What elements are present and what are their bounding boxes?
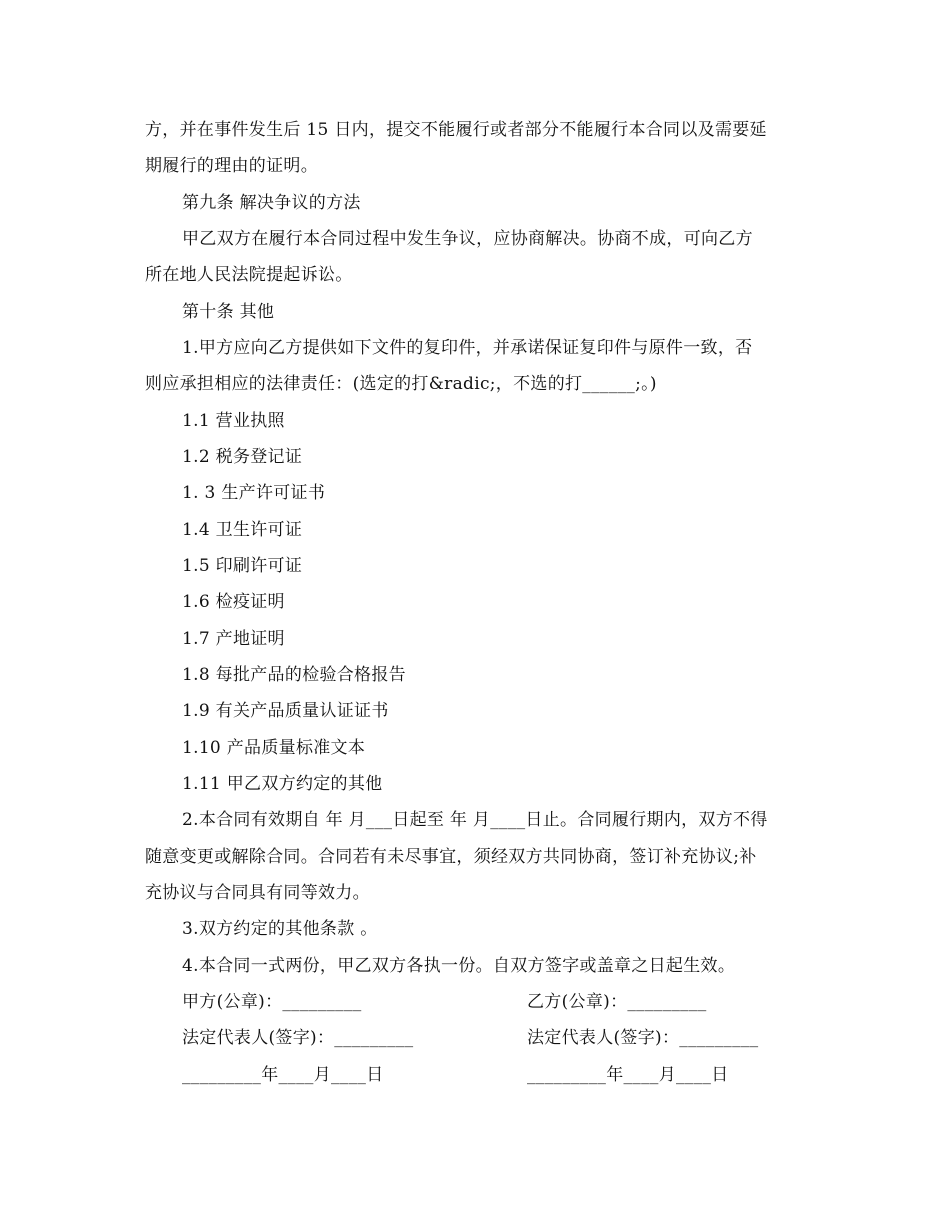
section-heading-article-9: 第九条 解决争议的方法 — [182, 193, 361, 213]
list-item: 1.7 产地证明 — [182, 629, 285, 649]
list-item: 1.11 甲乙双方约定的其他 — [182, 774, 383, 794]
party-a-representative-field: 法定代表人(签字)：_________ — [182, 1028, 414, 1048]
party-a-seal-field: 甲方(公章)：_________ — [182, 992, 362, 1012]
list-item: 1. 3 生产许可证书 — [182, 483, 326, 503]
paragraph-line: 则应承担相应的法律责任：(选定的打&radic;，不选的打______;。) — [145, 374, 657, 394]
paragraph-line: 2.本合同有效期自 年 月___日起至 年 月____日止。合同履行期内，双方不得 — [182, 810, 768, 830]
paragraph-line: 期履行的理由的证明。 — [145, 156, 318, 176]
paragraph-line: 3.双方约定的其他条款 。 — [182, 919, 378, 939]
paragraph-line: 4.本合同一式两份，甲乙双方各执一份。自双方签字或盖章之日起生效。 — [182, 956, 736, 976]
section-heading-article-10: 第十条 其他 — [182, 302, 275, 322]
paragraph-line: 随意变更或解除合同。合同若有未尽事宜，须经双方共同协商，签订补充协议;补 — [145, 847, 757, 867]
list-item: 1.9 有关产品质量认证证书 — [182, 701, 389, 721]
paragraph-line: 方，并在事件发生后 15 日内，提交不能履行或者部分不能履行本合同以及需要延 — [145, 120, 767, 140]
list-item: 1.8 每批产品的检验合格报告 — [182, 665, 406, 685]
list-item: 1.4 卫生许可证 — [182, 520, 303, 540]
paragraph-line: 充协议与合同具有同等效力。 — [145, 883, 370, 903]
party-a-date-field: _________年____月____日 — [182, 1065, 384, 1085]
party-b-date-field: _________年____月____日 — [527, 1065, 729, 1085]
list-item: 1.1 营业执照 — [182, 411, 285, 431]
paragraph-line: 甲乙双方在履行本合同过程中发生争议，应协商解决。协商不成，可向乙方 — [182, 229, 753, 249]
list-item: 1.2 税务登记证 — [182, 447, 303, 467]
list-item: 1.5 印刷许可证 — [182, 556, 303, 576]
list-item: 1.10 产品质量标准文本 — [182, 738, 366, 758]
list-item: 1.6 检疫证明 — [182, 592, 285, 612]
party-b-seal-field: 乙方(公章)：_________ — [527, 992, 707, 1012]
paragraph-line: 1.甲方应向乙方提供如下文件的复印件，并承诺保证复印件与原件一致，否 — [182, 338, 753, 358]
paragraph-line: 所在地人民法院提起诉讼。 — [145, 265, 353, 285]
party-b-representative-field: 法定代表人(签字)：_________ — [527, 1028, 759, 1048]
